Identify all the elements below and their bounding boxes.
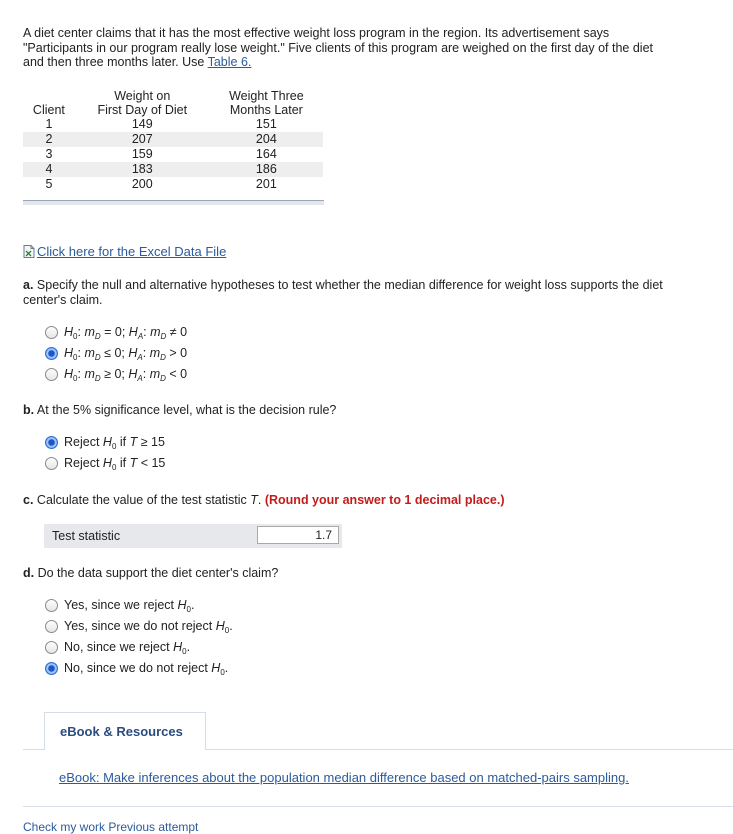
table-row: 3 159 164 [23, 147, 323, 162]
question-c: c. Calculate the value of the test statistic T. (Round your answer to 1 decimal place.) [23, 493, 505, 507]
option-d2[interactable]: Yes, since we do not reject $H_0$. [45, 616, 233, 637]
radio-button-selected[interactable] [45, 662, 58, 675]
question-a: a. Specify the null and alternative hypotheses to test whether the median difference for weight loss supports the diet center's claim. [23, 278, 663, 307]
table-bottom-rule [23, 200, 324, 205]
table-6-link[interactable]: Table 6. [207, 55, 252, 69]
options-d [45, 595, 233, 679]
options-b [45, 432, 165, 474]
option-d3[interactable]: No, since we reject $H_0$. [45, 637, 233, 658]
radio-button[interactable] [45, 326, 58, 339]
excel-file-row[interactable] [23, 244, 226, 259]
option-b2[interactable]: Reject $H_0$ if T < 15 [45, 453, 165, 474]
intro-text: A diet center claims that it has the most effective weight loss program in the region. Its advertisement says "Participants in our program really lose weight." Five clients of this program are weighed on the first day of the diet and then three months later. Use [23, 26, 654, 69]
table-row: 4 183 186 [23, 162, 323, 177]
radio-button[interactable] [45, 620, 58, 633]
radio-button-selected[interactable] [45, 436, 58, 449]
table-row: 5 200 201 [23, 177, 323, 192]
option-d4[interactable]: No, since we do not reject $H_0$. [45, 658, 233, 679]
option-b1[interactable]: Reject $H_0$ if T ≥ 15 [45, 432, 165, 453]
tab-label: eBook & Resources [60, 724, 183, 739]
resources-panel [23, 749, 733, 807]
radio-button[interactable] [45, 457, 58, 470]
bottom-buttons-cut[interactable]: Check my work Previous attempt [23, 820, 199, 834]
rounding-note: (Round your answer to 1 decimal place.) [264, 493, 505, 507]
tab-ebook-resources[interactable] [44, 712, 206, 750]
question-b: b. At the 5% significance level, what is the decision rule? [23, 403, 337, 417]
option-a2[interactable]: $H_0$: $m_D \le 0$; $H_A$: $m_D > 0$ [45, 343, 187, 364]
table-row: 1 149 151 [23, 117, 323, 132]
header-client: Client [32, 103, 65, 117]
options-a [45, 322, 187, 385]
problem-intro [23, 26, 663, 70]
data-table [23, 89, 323, 192]
option-a1[interactable]: $H_0$: $m_D = 0$; $H_A$: $m_D \ne 0$ [45, 322, 187, 343]
radio-button[interactable] [45, 599, 58, 612]
header-first-day: Weight on First Day of Diet [97, 89, 188, 117]
radio-button-selected[interactable] [45, 347, 58, 360]
option-d1[interactable]: Yes, since we reject $H_0$. [45, 595, 233, 616]
test-statistic-input[interactable]: 1.7 [257, 526, 339, 544]
test-statistic-row [44, 524, 342, 548]
table-row: 2 207 204 [23, 132, 323, 147]
radio-button[interactable] [45, 641, 58, 654]
option-a3[interactable]: $H_0$: $m_D \ge 0$; $H_A$: $m_D < 0$ [45, 364, 187, 385]
radio-button[interactable] [45, 368, 58, 381]
test-statistic-label: Test statistic [52, 529, 121, 543]
question-d: d. Do the data support the diet center's claim? [23, 566, 279, 580]
excel-file-icon [23, 245, 35, 258]
ebook-link[interactable]: eBook: Make inferences about the population median difference based on matched-pairs sampling. [59, 770, 629, 785]
header-three-months: Weight Three Months Later [229, 89, 304, 117]
excel-data-link[interactable]: Click here for the Excel Data File [37, 244, 227, 259]
